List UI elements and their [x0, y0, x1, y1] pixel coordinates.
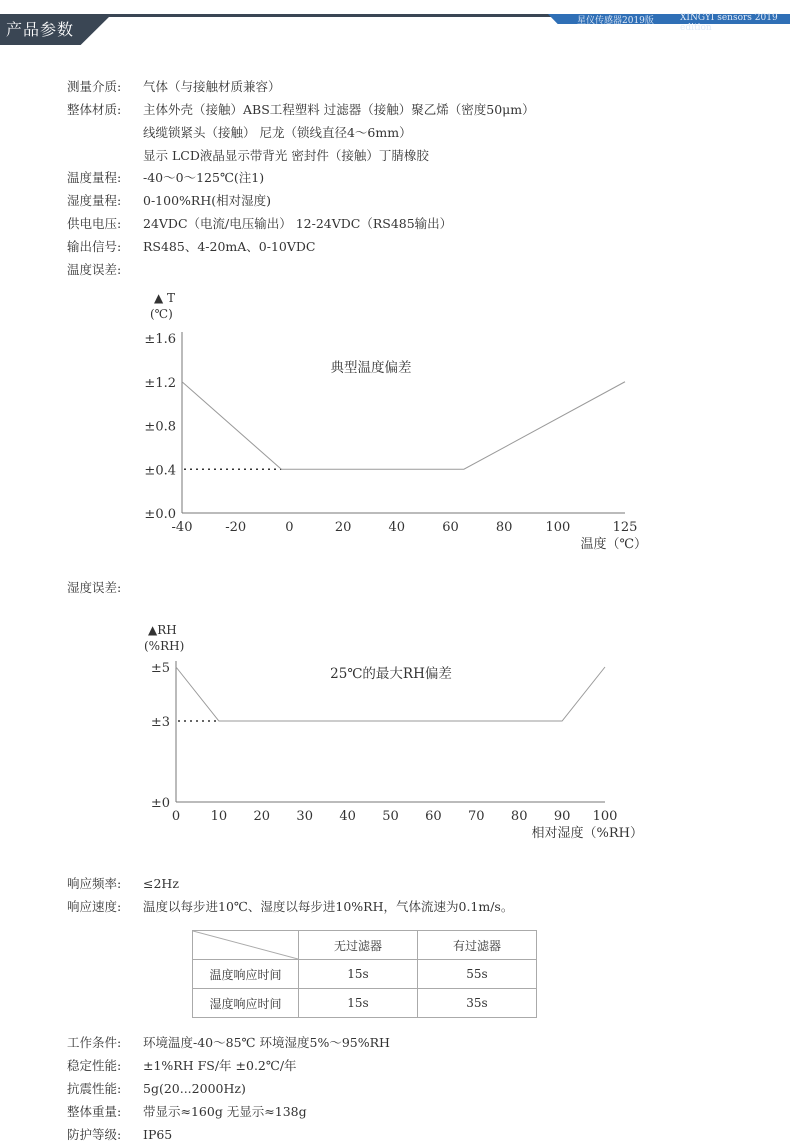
spec-label: 湿度量程:: [67, 193, 122, 208]
brand-cn: 星仪传感器2019版: [577, 16, 654, 26]
x-tick-label: 50: [382, 809, 399, 824]
x-tick-label: 30: [296, 809, 313, 824]
chart-title: 典型温度偏差: [330, 360, 412, 376]
table-cell: 15s: [299, 989, 418, 1018]
spec-label: 温度量程:: [67, 170, 122, 185]
x-tick-label: 20: [334, 520, 352, 535]
table-cell: 温度响应时间: [193, 960, 299, 989]
x-tick-label: 60: [425, 809, 442, 824]
spec-value: 环境温度-40～85℃ 环境湿度5%～95%RH: [143, 1035, 390, 1050]
spec-row: [67, 214, 452, 232]
x-tick-label: 60: [442, 520, 459, 535]
spec-row: [67, 874, 179, 892]
spec-label: 稳定性能:: [67, 1058, 122, 1073]
x-tick-label: 80: [495, 520, 513, 535]
y-axis-label: ▲ T: [154, 291, 176, 305]
spec-value-continued: 线缆锁紧头（接触） 尼龙（锁线直径4～6mm）: [143, 125, 412, 140]
spec-value: 温度以每步进10℃、湿度以每步进10%RH，气体流速为0.1m/s。: [143, 899, 514, 914]
spec-label: 响应频率:: [67, 876, 122, 891]
spec-label: 抗震性能:: [67, 1081, 122, 1096]
spec-label: 防护等级:: [67, 1127, 122, 1142]
spec-row: [67, 1102, 307, 1120]
x-tick-label: -20: [225, 520, 247, 535]
y-tick-label: ±1.2: [144, 375, 176, 391]
chart-title: 25℃的最大RH偏差: [330, 666, 452, 682]
spec-row: [67, 1125, 172, 1143]
y-tick-label: ±3: [150, 715, 170, 730]
x-tick-label: 10: [210, 809, 228, 824]
spec-label: 响应速度:: [67, 899, 122, 914]
x-tick-label: 0: [171, 809, 181, 824]
humidity-error-chart: [0, 612, 790, 852]
spec-value: ≤2Hz: [143, 876, 179, 891]
spec-value: 气体（与接触材质兼容）: [143, 79, 281, 94]
table-corner-cell: [193, 931, 299, 960]
table-cell: 35s: [418, 989, 537, 1018]
spec-value-continued: 显示 LCD液晶显示带背光 密封件（接触）丁腈橡胶: [143, 148, 429, 163]
spec-row: [67, 1079, 246, 1097]
table-header-row: [193, 931, 537, 960]
table-header-cell: 无过滤器: [299, 931, 418, 960]
spec-label: 工作条件:: [67, 1035, 122, 1050]
spec-row: [67, 897, 513, 915]
spec-row: [67, 1056, 297, 1074]
y-tick-label: ±0: [150, 796, 170, 811]
spec-value: IP65: [143, 1127, 173, 1142]
spec-label: 供电电压:: [67, 216, 122, 231]
temperature-error-chart: [0, 280, 790, 570]
spec-value: 24VDC（电流/电压输出） 12-24VDC（RS485输出）: [143, 216, 453, 231]
x-tick-label: 90: [553, 809, 571, 824]
spec-label: 整体材质:: [67, 102, 122, 117]
x-tick-label: 125: [612, 520, 638, 535]
spec-value: 主体外壳（接触）ABS工程塑料 过滤器（接触）聚乙烯（密度50μm）: [143, 102, 535, 117]
x-tick-label: 100: [545, 520, 571, 535]
table-cell: 15s: [299, 960, 418, 989]
spec-row: [67, 1033, 390, 1051]
spec-label: 测量介质:: [67, 79, 122, 94]
spec-value: -40～0～125℃(注1): [143, 170, 265, 185]
x-tick-label: 70: [468, 809, 485, 824]
spec-label: 输出信号:: [67, 239, 122, 254]
y-axis-label: ▲RH: [148, 623, 177, 637]
brand-en: XINGYI sensors 2019 edition: [680, 13, 778, 33]
y-tick-label: ±0.8: [144, 419, 176, 435]
spec-label: 整体重量:: [67, 1104, 122, 1119]
y-tick-label: ±0.4: [144, 463, 176, 479]
x-tick-label: 0: [285, 520, 294, 535]
spec-row: [67, 168, 264, 186]
y-axis-unit-label: (%RH): [144, 639, 185, 653]
spec-value: 0-100%RH(相对湿度): [143, 193, 271, 208]
x-tick-label: 40: [388, 520, 406, 535]
spec-value: 带显示≈160g 无显示≈138g: [143, 1104, 307, 1119]
table-cell: 湿度响应时间: [193, 989, 299, 1018]
diagonal-line: [193, 931, 298, 959]
y-axis-unit-label: (℃): [150, 307, 173, 321]
x-axis-label: 相对湿度（%RH）: [531, 826, 643, 841]
y-tick-label: ±5: [150, 661, 170, 676]
x-tick-label: 20: [253, 809, 271, 824]
y-tick-label: ±1.6: [144, 332, 176, 347]
spec-row: [67, 237, 316, 255]
spec-row: [67, 77, 281, 95]
x-tick-label: -40: [171, 520, 193, 535]
table-header-cell: 有过滤器: [418, 931, 537, 960]
error-curve: [182, 382, 625, 470]
spec-row: [67, 260, 143, 278]
spec-row: [67, 100, 535, 118]
spec-label: 温度误差:: [67, 262, 122, 277]
response-time-table: [192, 930, 537, 1018]
humidity-error-label: 湿度误差:: [67, 580, 122, 595]
x-tick-label: 80: [510, 809, 528, 824]
y-tick-label: ±0.0: [144, 507, 176, 522]
spec-row: [67, 191, 271, 209]
table-row: [193, 960, 537, 989]
x-axis-label: 温度（℃）: [580, 537, 647, 552]
x-tick-label: 100: [592, 809, 618, 824]
x-tick-label: 40: [339, 809, 356, 824]
page-title: 产品参数: [6, 20, 75, 39]
spec-value: 5g(20...2000Hz): [143, 1081, 246, 1096]
table-cell: 55s: [418, 960, 537, 989]
table-row: [193, 989, 537, 1018]
spec-value: ±1%RH FS/年 ±0.2℃/年: [143, 1058, 297, 1073]
spec-value: RS485、4-20mA、0-10VDC: [143, 239, 316, 254]
